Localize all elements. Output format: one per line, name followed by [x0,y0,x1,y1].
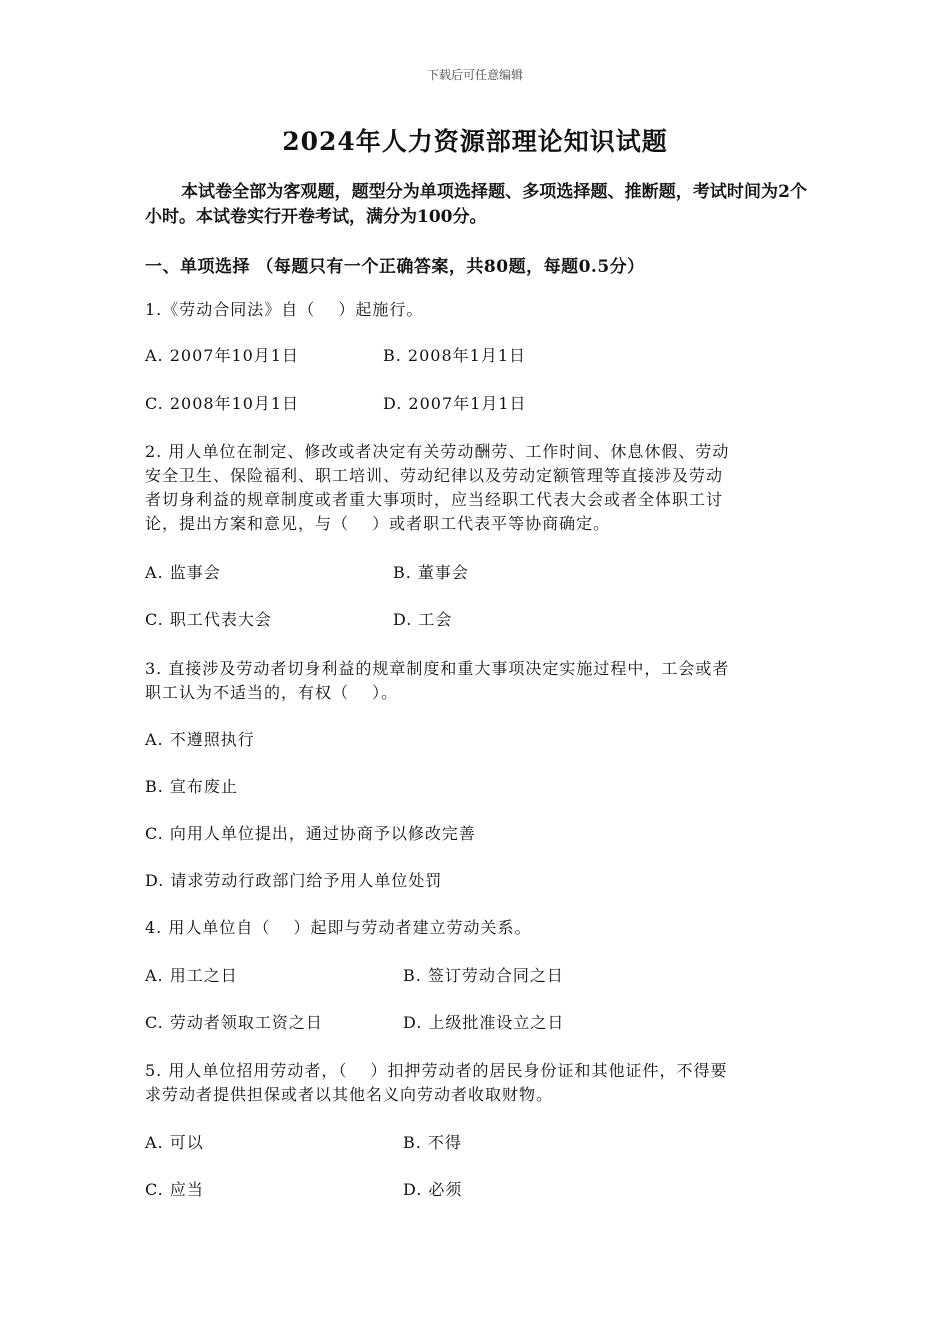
option-b: B. 签订劳动合同之日 [403,966,564,985]
option-b: B. 2008年1月1日 [383,346,527,365]
page-title: 2024年人力资源部理论知识试题 [282,127,668,156]
question-5-options-row-2 [145,1178,807,1202]
question-4-options-row-1 [145,964,807,988]
option-d: D. 2007年1月1日 [383,394,527,413]
question-5-stem-line-1: 5. 用人单位招用劳动者，（ ）扣押劳动者的居民身份证和其他证件，不得要 [145,1061,728,1080]
question-3-option-a: A. 不遵照执行 [145,730,255,749]
option-a: A. 可以 [145,1133,204,1152]
intro-paragraph: 本试卷全部为客观题，题型分为单项选择题、多项选择题、推断题，考试时间为2个小时。本试卷实行开卷考试，满分为100分。 [145,182,807,227]
option-c: C. 2008年10月1日 [145,394,300,413]
section-heading: 一、单项选择 （每题只有一个正确答案，共80题，每题0.5分） [145,257,645,277]
question-2-stem-line-3: 者切身利益的规章制度或者重大事项时，应当经职工代表大会或者全体职工讨 [145,490,724,509]
question-5-stem-line-2: 求劳动者提供担保或者以其他名义向劳动者收取财物。 [145,1085,554,1104]
question-3-option-b: B. 宣布废止 [145,777,238,796]
option-a: A. 监事会 [145,563,221,582]
option-a: A. 用工之日 [145,966,238,985]
question-1-options-row-2 [145,392,807,416]
question-2-stem-line-2: 安全卫生、保险福利、职工培训、劳动纪律以及劳动定额管理等直接涉及劳动 [145,466,724,485]
option-a: A. 2007年10月1日 [145,346,299,365]
question-5-options-row-1 [145,1131,807,1155]
question-1-options-row-1 [145,344,807,368]
question-2-stem-line-1: 2. 用人单位在制定、修改或者决定有关劳动酬劳、工作时间、休息休假、劳动 [145,442,730,461]
question-3-stem-line-1: 3. 直接涉及劳动者切身利益的规章制度和重大事项决定实施过程中，工会或者 [145,659,730,678]
question-1-stem: 1.《劳动合同法》自（ ）起施行。 [145,300,424,319]
question-3-option-c: C. 向用人单位提出，通过协商予以修改完善 [145,824,476,843]
question-3-stem-line-2: 职工认为不适当的，有权（ ）。 [145,683,399,702]
option-c: C. 应当 [145,1180,204,1199]
option-c: C. 劳动者领取工资之日 [145,1013,323,1032]
question-2-options-row-1 [145,561,807,585]
option-b: B. 不得 [403,1133,462,1152]
option-c: C. 职工代表大会 [145,610,272,629]
question-4-options-row-2 [145,1011,807,1035]
question-2-stem-line-4: 论，提出方案和意见，与（ ）或者职工代表平等协商确定。 [145,514,611,533]
option-d: D. 必须 [403,1180,463,1199]
option-b: B. 董事会 [393,563,469,582]
header-note: 下载后可任意编辑 [426,68,523,82]
question-3-option-d: D. 请求劳动行政部门给予用人单位处罚 [145,871,443,890]
option-d: D. 上级批准设立之日 [403,1013,565,1032]
option-d: D. 工会 [393,610,453,629]
question-4-stem: 4. 用人单位自（ ）起即与劳动者建立劳动关系。 [145,918,532,937]
question-2-options-row-2 [145,608,807,632]
